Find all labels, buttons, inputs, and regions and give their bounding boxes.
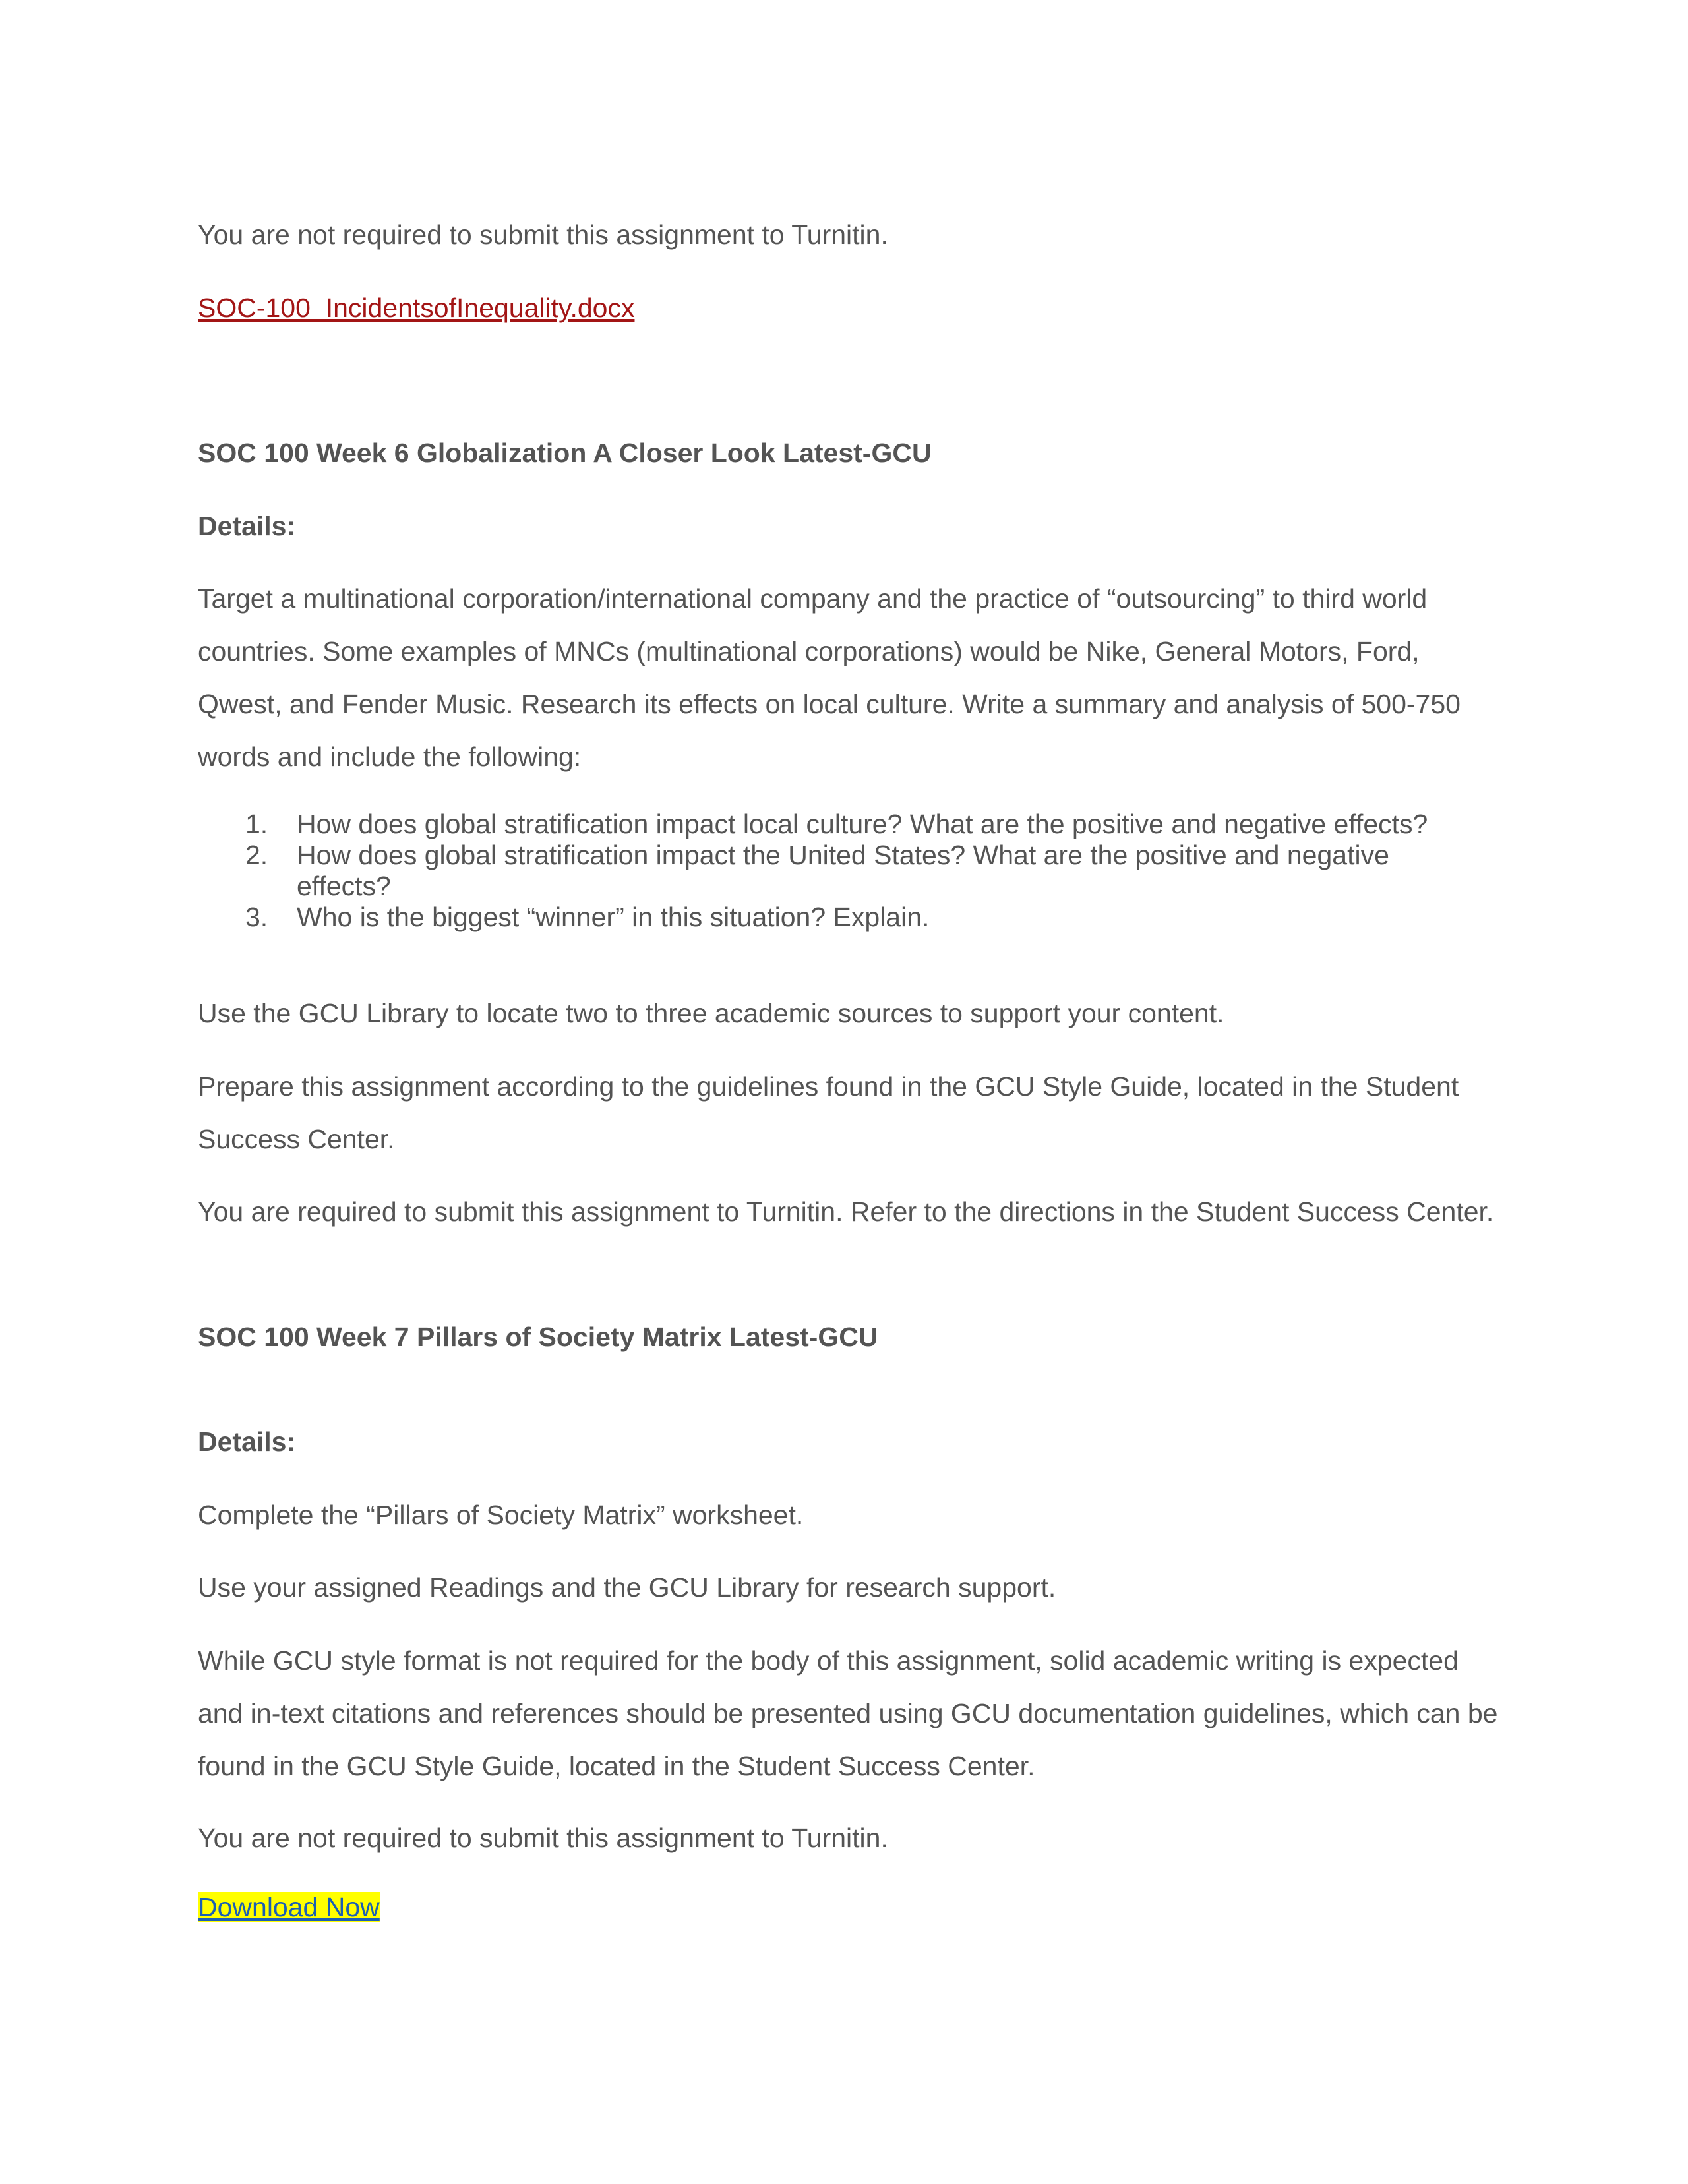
turnitin-not-required-note-2: You are not required to submit this assignment to Turnitin. (198, 1823, 888, 1853)
list-item (198, 809, 1490, 840)
week7-heading: SOC 100 Week 7 Pillars of Society Matrix Latest-GCU (198, 1322, 878, 1352)
readings-paragraph: Use your assigned Readings and the GCU Library for research support. (198, 1572, 1056, 1603)
turnitin-not-required-note: You are not required to submit this assignment to Turnitin. (198, 220, 888, 250)
list-item-text: How does global stratification impact the United States? What are the positive and negative effects? (297, 840, 1389, 901)
list-item (198, 840, 1490, 902)
list-number: 2. (245, 840, 268, 870)
week6-heading: SOC 100 Week 6 Globalization A Closer Look Latest-GCU (198, 438, 932, 468)
list-number: 3. (245, 902, 268, 932)
academic-writing-paragraph: While GCU style format is not required for the body of this assignment, solid academic writing is expected and in-text citations and references should be presented using GCU documentation guidelines, which can be found in the GCU Style Guide, located in the Student Success Center. (198, 1645, 1498, 1781)
pillars-matrix-paragraph: Complete the “Pillars of Society Matrix” worksheet. (198, 1500, 804, 1530)
week6-details-label: Details: (198, 511, 296, 541)
list-number: 1. (245, 809, 268, 839)
style-guide-paragraph: Prepare this assignment according to the guidelines found in the GCU Style Guide, located in the Student Success Center. (198, 1071, 1459, 1154)
week6-target-paragraph: Target a multinational corporation/international company and the practice of “outsourcing” to third world countries. Some examples of MNCs (multinational corporations) would be Nike, General Motors, Ford, Qwest, and Fender Music. Research its effects on local culture. Write a summary and analysis of 500-750 words and include the following: (198, 583, 1461, 772)
list-item-text: Who is the biggest “winner” in this situation? Explain. (297, 902, 930, 932)
download-now-link[interactable]: Download Now (198, 1892, 380, 1922)
incidents-of-inequality-docx-link[interactable]: SOC-100_IncidentsofInequality.docx (198, 293, 635, 323)
gcu-library-paragraph: Use the GCU Library to locate two to three academic sources to support your content. (198, 998, 1224, 1028)
week6-question-list (198, 809, 1490, 933)
turnitin-required-paragraph: You are required to submit this assignment to Turnitin. Refer to the directions in the Student Success Center. (198, 1196, 1494, 1227)
docx-link-line (198, 281, 1503, 334)
list-item-text: How does global stratification impact local culture? What are the positive and negative effects? (297, 809, 1428, 839)
list-item (198, 902, 1490, 933)
download-line (198, 1881, 1503, 1933)
week7-details-label: Details: (198, 1427, 296, 1457)
